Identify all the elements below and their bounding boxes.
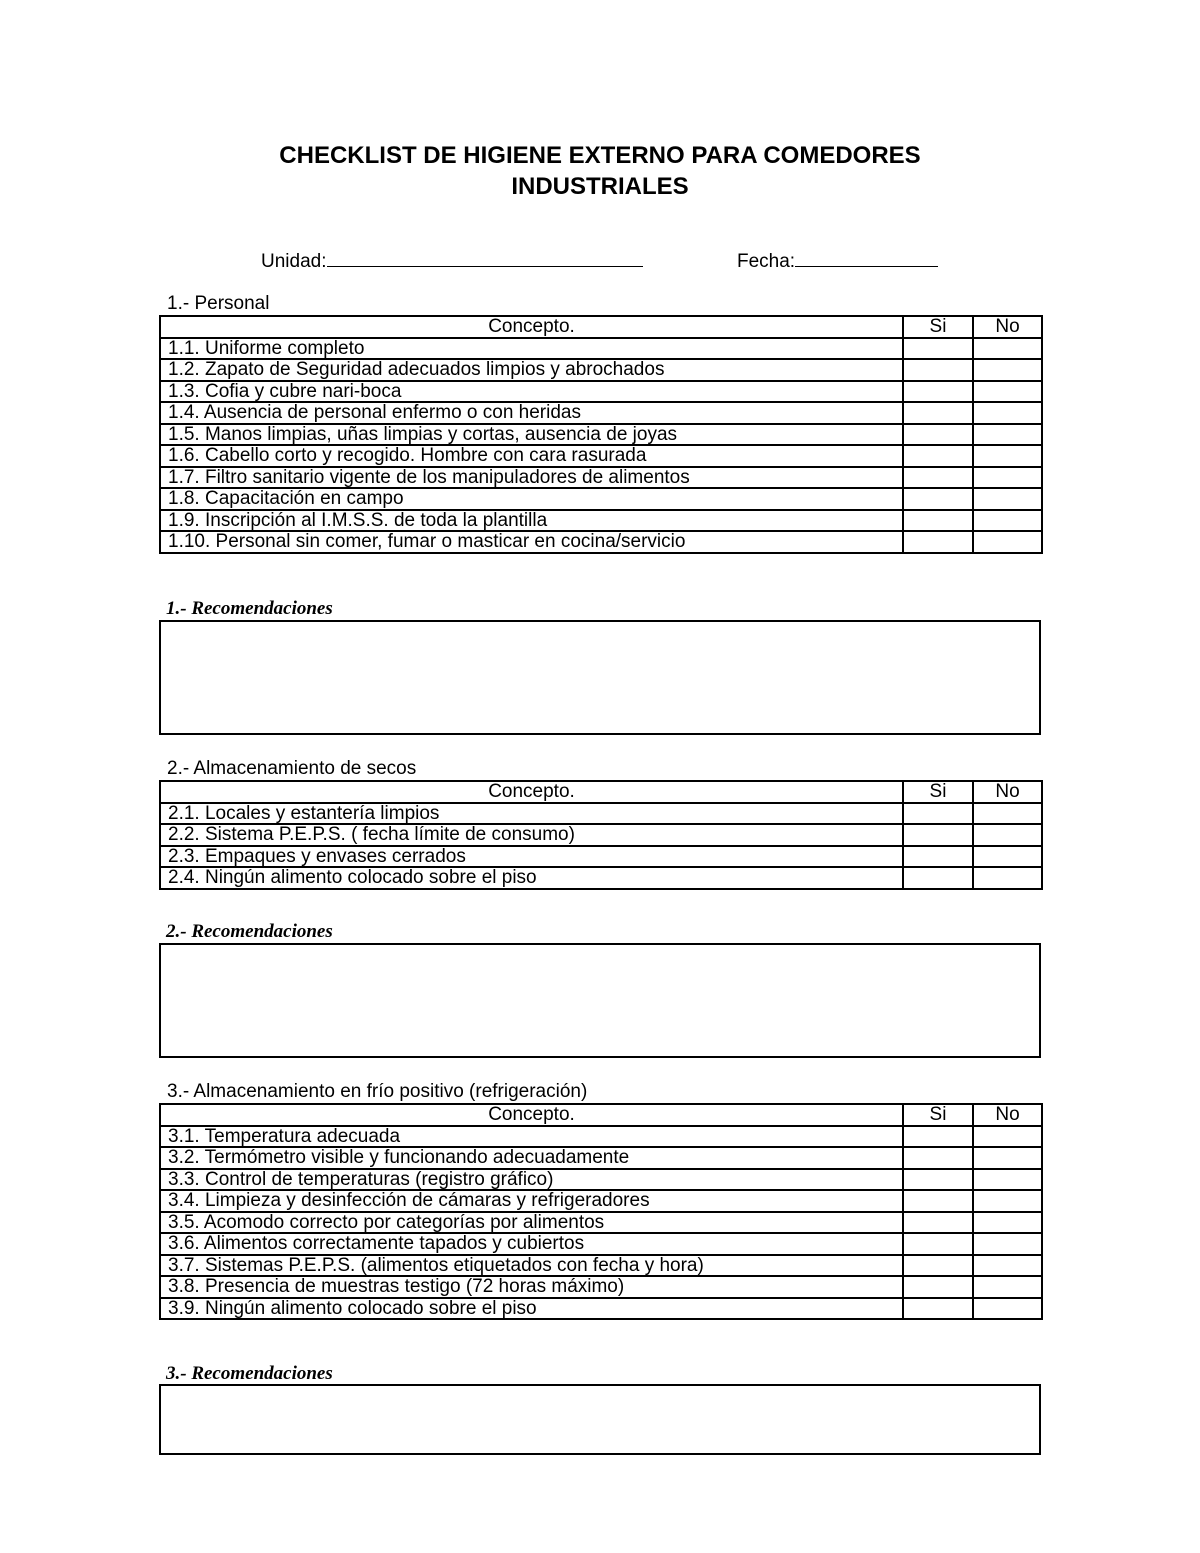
si-checkbox-cell[interactable] bbox=[903, 1169, 973, 1191]
fecha-label: Fecha: bbox=[737, 251, 796, 272]
table-row bbox=[160, 1276, 1042, 1298]
no-checkbox-cell[interactable] bbox=[973, 803, 1042, 825]
table-row bbox=[160, 488, 1042, 510]
si-checkbox-cell[interactable] bbox=[903, 846, 973, 868]
checklist-item-label: 1.9. Inscripción al I.M.S.S. de toda la plantilla bbox=[160, 510, 903, 532]
no-checkbox-cell[interactable] bbox=[973, 1147, 1042, 1169]
table-row bbox=[160, 803, 1042, 825]
section-2-recommendations-box[interactable] bbox=[159, 943, 1041, 1058]
table-row bbox=[160, 424, 1042, 446]
no-checkbox-cell[interactable] bbox=[973, 531, 1042, 553]
table-row bbox=[160, 531, 1042, 553]
checklist-item-label: 2.1. Locales y estantería limpios bbox=[160, 803, 903, 825]
table-row bbox=[160, 510, 1042, 532]
section-1-recommendations-box[interactable] bbox=[159, 620, 1041, 735]
no-checkbox-cell[interactable] bbox=[973, 1276, 1042, 1298]
table-row bbox=[160, 1233, 1042, 1255]
no-checkbox-cell[interactable] bbox=[973, 1169, 1042, 1191]
no-checkbox-cell[interactable] bbox=[973, 424, 1042, 446]
section-1-heading: 1.- Personal bbox=[167, 293, 270, 314]
checklist-item-label: 3.3. Control de temperaturas (registro gráfico) bbox=[160, 1169, 903, 1191]
si-checkbox-cell[interactable] bbox=[903, 510, 973, 532]
table-row bbox=[160, 824, 1042, 846]
no-checkbox-cell[interactable] bbox=[973, 846, 1042, 868]
no-checkbox-cell[interactable] bbox=[973, 488, 1042, 510]
table-header-row bbox=[160, 1104, 1042, 1126]
checklist-item-label: 3.8. Presencia de muestras testigo (72 horas máximo) bbox=[160, 1276, 903, 1298]
concepto-column-header: Concepto. bbox=[160, 316, 903, 338]
no-checkbox-cell[interactable] bbox=[973, 867, 1042, 889]
no-checkbox-cell[interactable] bbox=[973, 1298, 1042, 1320]
table-row bbox=[160, 1147, 1042, 1169]
si-checkbox-cell[interactable] bbox=[903, 824, 973, 846]
checklist-item-label: 1.8. Capacitación en campo bbox=[160, 488, 903, 510]
table-header-row bbox=[160, 316, 1042, 338]
no-column-header: No bbox=[973, 316, 1042, 338]
table-row bbox=[160, 867, 1042, 889]
checklist-item-label: 3.5. Acomodo correcto por categorías por alimentos bbox=[160, 1212, 903, 1234]
si-checkbox-cell[interactable] bbox=[903, 1147, 973, 1169]
checklist-item-label: 1.1. Uniforme completo bbox=[160, 338, 903, 360]
section-3-checklist-table bbox=[159, 1103, 1043, 1320]
section-1-recommendations-label: 1.- Recomendaciones bbox=[166, 598, 333, 619]
table-row bbox=[160, 1169, 1042, 1191]
si-checkbox-cell[interactable] bbox=[903, 1190, 973, 1212]
si-checkbox-cell[interactable] bbox=[903, 1126, 973, 1148]
table-row bbox=[160, 381, 1042, 403]
table-row bbox=[160, 1298, 1042, 1320]
checklist-item-label: 1.4. Ausencia de personal enfermo o con heridas bbox=[160, 402, 903, 424]
si-checkbox-cell[interactable] bbox=[903, 1255, 973, 1277]
checklist-item-label: 1.5. Manos limpias, uñas limpias y cortas, ausencia de joyas bbox=[160, 424, 903, 446]
si-checkbox-cell[interactable] bbox=[903, 1212, 973, 1234]
table-row bbox=[160, 1126, 1042, 1148]
unidad-label: Unidad: bbox=[261, 251, 327, 272]
checklist-item-label: 1.10. Personal sin comer, fumar o masticar en cocina/servicio bbox=[160, 531, 903, 553]
si-checkbox-cell[interactable] bbox=[903, 488, 973, 510]
fecha-field[interactable] bbox=[737, 248, 938, 273]
checklist-item-label: 3.9. Ningún alimento colocado sobre el piso bbox=[160, 1298, 903, 1320]
si-checkbox-cell[interactable] bbox=[903, 803, 973, 825]
table-row bbox=[160, 846, 1042, 868]
no-checkbox-cell[interactable] bbox=[973, 467, 1042, 489]
section-3-recommendations-label: 3.- Recomendaciones bbox=[166, 1363, 333, 1384]
section-3-heading: 3.- Almacenamiento en frío positivo (refrigeración) bbox=[167, 1081, 588, 1102]
si-checkbox-cell[interactable] bbox=[903, 424, 973, 446]
checklist-item-label: 1.7. Filtro sanitario vigente de los manipuladores de alimentos bbox=[160, 467, 903, 489]
si-checkbox-cell[interactable] bbox=[903, 381, 973, 403]
section-2-checklist-table bbox=[159, 780, 1043, 890]
no-checkbox-cell[interactable] bbox=[973, 445, 1042, 467]
no-checkbox-cell[interactable] bbox=[973, 1190, 1042, 1212]
checklist-item-label: 1.3. Cofia y cubre nari-boca bbox=[160, 381, 903, 403]
fecha-blank-line[interactable] bbox=[795, 248, 938, 267]
checklist-item-label: 3.7. Sistemas P.E.P.S. (alimentos etiquetados con fecha y hora) bbox=[160, 1255, 903, 1277]
no-column-header: No bbox=[973, 1104, 1042, 1126]
si-checkbox-cell[interactable] bbox=[903, 445, 973, 467]
no-checkbox-cell[interactable] bbox=[973, 1212, 1042, 1234]
si-checkbox-cell[interactable] bbox=[903, 531, 973, 553]
checklist-item-label: 1.6. Cabello corto y recogido. Hombre con cara rasurada bbox=[160, 445, 903, 467]
table-row bbox=[160, 402, 1042, 424]
checklist-item-label: 2.4. Ningún alimento colocado sobre el piso bbox=[160, 867, 903, 889]
unidad-field[interactable] bbox=[261, 248, 643, 273]
concepto-column-header: Concepto. bbox=[160, 1104, 903, 1126]
checklist-item-label: 3.6. Alimentos correctamente tapados y cubiertos bbox=[160, 1233, 903, 1255]
section-3-recommendations-box[interactable] bbox=[159, 1384, 1041, 1455]
table-header-row bbox=[160, 781, 1042, 803]
table-row bbox=[160, 467, 1042, 489]
no-checkbox-cell[interactable] bbox=[973, 338, 1042, 360]
concepto-column-header: Concepto. bbox=[160, 781, 903, 803]
si-column-header: Si bbox=[903, 781, 973, 803]
no-checkbox-cell[interactable] bbox=[973, 402, 1042, 424]
table-row bbox=[160, 359, 1042, 381]
si-checkbox-cell[interactable] bbox=[903, 359, 973, 381]
checklist-item-label: 2.2. Sistema P.E.P.S. ( fecha límite de consumo) bbox=[160, 824, 903, 846]
section-2-recommendations-label: 2.- Recomendaciones bbox=[166, 921, 333, 942]
no-checkbox-cell[interactable] bbox=[973, 1233, 1042, 1255]
checklist-item-label: 2.3. Empaques y envases cerrados bbox=[160, 846, 903, 868]
section-2-heading: 2.- Almacenamiento de secos bbox=[167, 758, 417, 779]
table-row bbox=[160, 338, 1042, 360]
no-checkbox-cell[interactable] bbox=[973, 1255, 1042, 1277]
si-column-header: Si bbox=[903, 1104, 973, 1126]
checklist-item-label: 1.2. Zapato de Seguridad adecuados limpios y abrochados bbox=[160, 359, 903, 381]
no-column-header: No bbox=[973, 781, 1042, 803]
document-title-line-1: CHECKLIST DE HIGIENE EXTERNO PARA COMEDORES bbox=[279, 142, 921, 169]
si-checkbox-cell[interactable] bbox=[903, 402, 973, 424]
table-row bbox=[160, 445, 1042, 467]
table-row bbox=[160, 1212, 1042, 1234]
unidad-blank-line[interactable] bbox=[327, 248, 643, 267]
si-checkbox-cell[interactable] bbox=[903, 1276, 973, 1298]
no-checkbox-cell[interactable] bbox=[973, 359, 1042, 381]
checklist-item-label: 3.4. Limpieza y desinfección de cámaras y refrigeradores bbox=[160, 1190, 903, 1212]
si-checkbox-cell[interactable] bbox=[903, 867, 973, 889]
table-row bbox=[160, 1255, 1042, 1277]
no-checkbox-cell[interactable] bbox=[973, 381, 1042, 403]
si-column-header: Si bbox=[903, 316, 973, 338]
checklist-item-label: 3.1. Temperatura adecuada bbox=[160, 1126, 903, 1148]
si-checkbox-cell[interactable] bbox=[903, 467, 973, 489]
no-checkbox-cell[interactable] bbox=[973, 510, 1042, 532]
si-checkbox-cell[interactable] bbox=[903, 1298, 973, 1320]
si-checkbox-cell[interactable] bbox=[903, 338, 973, 360]
section-1-checklist-table bbox=[159, 315, 1043, 554]
checklist-item-label: 3.2. Termómetro visible y funcionando adecuadamente bbox=[160, 1147, 903, 1169]
table-row bbox=[160, 1190, 1042, 1212]
no-checkbox-cell[interactable] bbox=[973, 824, 1042, 846]
document-title-line-2: INDUSTRIALES bbox=[511, 173, 689, 200]
si-checkbox-cell[interactable] bbox=[903, 1233, 973, 1255]
no-checkbox-cell[interactable] bbox=[973, 1126, 1042, 1148]
